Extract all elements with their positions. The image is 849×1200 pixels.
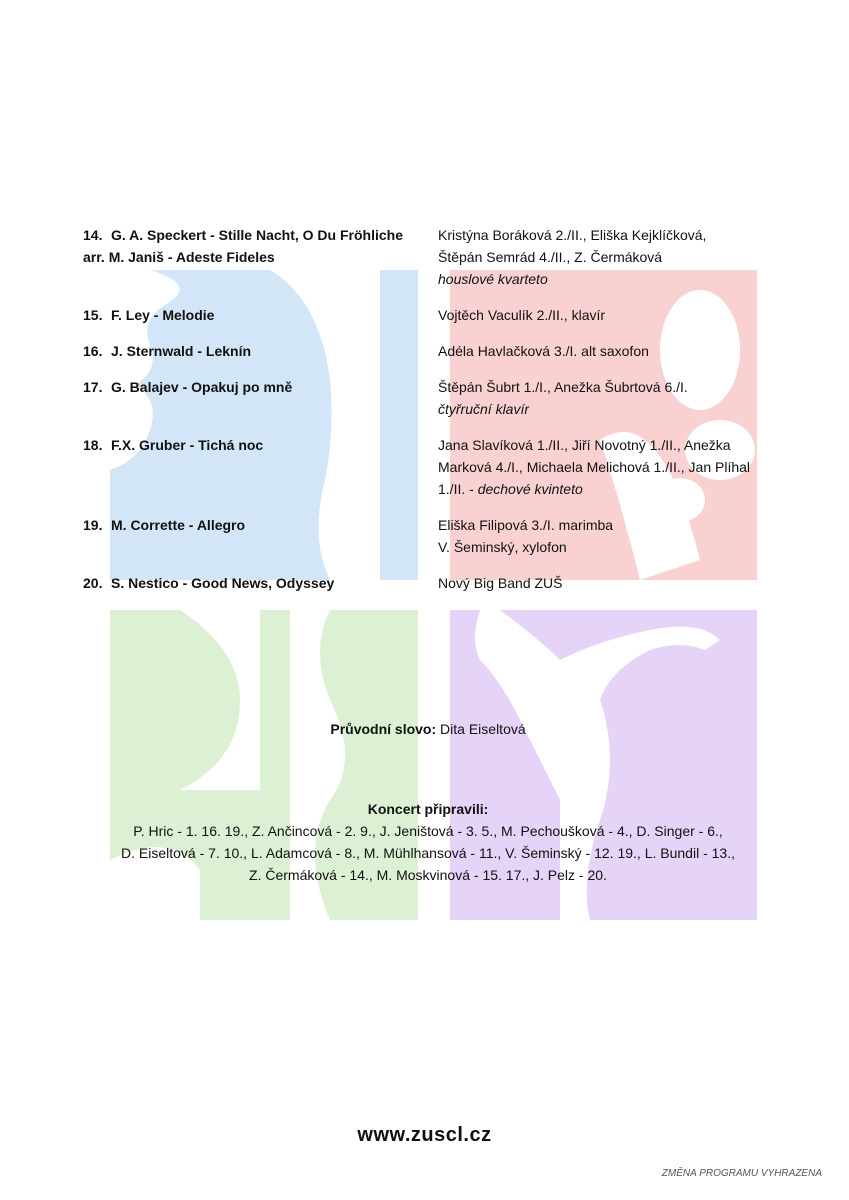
program-row: [83, 514, 773, 558]
guide-name: Dita Eiseltová: [436, 721, 526, 737]
program-row: [83, 304, 773, 326]
piece-number: 15.: [83, 307, 103, 323]
performers: [438, 514, 768, 558]
piece-number: 19.: [83, 517, 103, 533]
performer-line: Vojtěch Vaculík 2./II., klavír: [438, 307, 606, 323]
program-row: [83, 434, 773, 500]
performer-line: Štěpán Šubrt 1./I., Anežka Šubrtová 6./I.: [438, 379, 688, 395]
prepared-line: Z. Čermáková - 14., M. Moskvinová - 15. 17., J. Pelz - 20.: [249, 867, 607, 883]
piece-number: 16.: [83, 343, 103, 359]
piece-number: 17.: [83, 379, 103, 395]
performer-line: Jana Slavíková 1./II., Jiří Novotný 1./II., Anežka: [438, 437, 731, 453]
performers: [438, 434, 768, 500]
prepared-line: D. Eiseltová - 7. 10., L. Adamcová - 8., M. Mühlhansová - 11., V. Šeminský - 12. 19., L. Bundil - 13.,: [121, 845, 735, 861]
piece-title: [83, 572, 438, 594]
piece-title: [83, 304, 438, 326]
performer-line: Marková 4./I., Michaela Melichová 1./II., Jan Plíhal: [438, 459, 751, 475]
piece-number: 18.: [83, 437, 103, 453]
prepared-title: Koncert připravili:: [367, 801, 489, 817]
performer-line: Kristýna Boráková 2./II., Eliška Kejklíčková,: [438, 227, 707, 243]
piece-title-line: M. Corrette - Allegro: [111, 517, 246, 533]
piece-number: 20.: [83, 575, 103, 591]
performer-line: Adéla Havlačková 3./I. alt saxofon: [438, 343, 649, 359]
piece-title-line: G. Balajev - Opakuj po mně: [111, 379, 293, 395]
piece-title: [83, 376, 438, 420]
program-row: [83, 376, 773, 420]
performers: [438, 340, 768, 362]
piece-title-line: F.X. Gruber - Tichá noc: [111, 437, 264, 453]
performers: [438, 304, 768, 326]
piece-title-line: S. Nestico - Good News, Odyssey: [111, 575, 335, 591]
piece-title: [83, 514, 438, 558]
performer-line: 1./II. -: [438, 481, 474, 497]
piece-title-line: arr. M. Janiš - Adeste Fideles: [83, 249, 275, 265]
piece-title: [83, 224, 438, 290]
footer-note: ZMĚNA PROGRAMU VYHRAZENA: [661, 1168, 822, 1179]
ensemble-note: čtyřruční klavír: [438, 401, 530, 417]
piece-title: [83, 340, 438, 362]
guide-line: [83, 718, 773, 740]
piece-title-line: F. Ley - Melodie: [111, 307, 215, 323]
performer-line: Eliška Filipová 3./I. marimba: [438, 517, 614, 533]
performer-line: Nový Big Band ZUŠ: [438, 575, 563, 591]
guide-label: Průvodní slovo:: [330, 721, 437, 737]
piece-title-line: J. Sternwald - Leknín: [111, 343, 252, 359]
performers: [438, 376, 768, 420]
ensemble-note: dechové kvinteto: [477, 481, 583, 497]
prepared-line: P. Hric - 1. 16. 19., Z. Ančincová - 2. 9., J. Jeništová - 3. 5., M. Pechoušková - 4., D. Singer - 6.,: [133, 823, 723, 839]
piece-title: [83, 434, 438, 500]
piece-title-line: G. A. Speckert - Stille Nacht, O Du Fröhliche: [111, 227, 403, 243]
prepared-section: [83, 798, 773, 886]
performer-line: V. Šeminský, xylofon: [438, 539, 567, 555]
program-row: [83, 340, 773, 362]
performer-line: Štěpán Semrád 4./II., Z. Čermáková: [438, 249, 663, 265]
program-row: [83, 572, 773, 594]
piece-number: 14.: [83, 227, 103, 243]
performers: [438, 572, 768, 594]
website-link[interactable]: www.zuscl.cz: [357, 1124, 492, 1146]
ensemble-note: houslové kvarteto: [438, 271, 548, 287]
program-list: [83, 224, 773, 594]
performers: [438, 224, 768, 290]
program-row: [83, 224, 773, 290]
